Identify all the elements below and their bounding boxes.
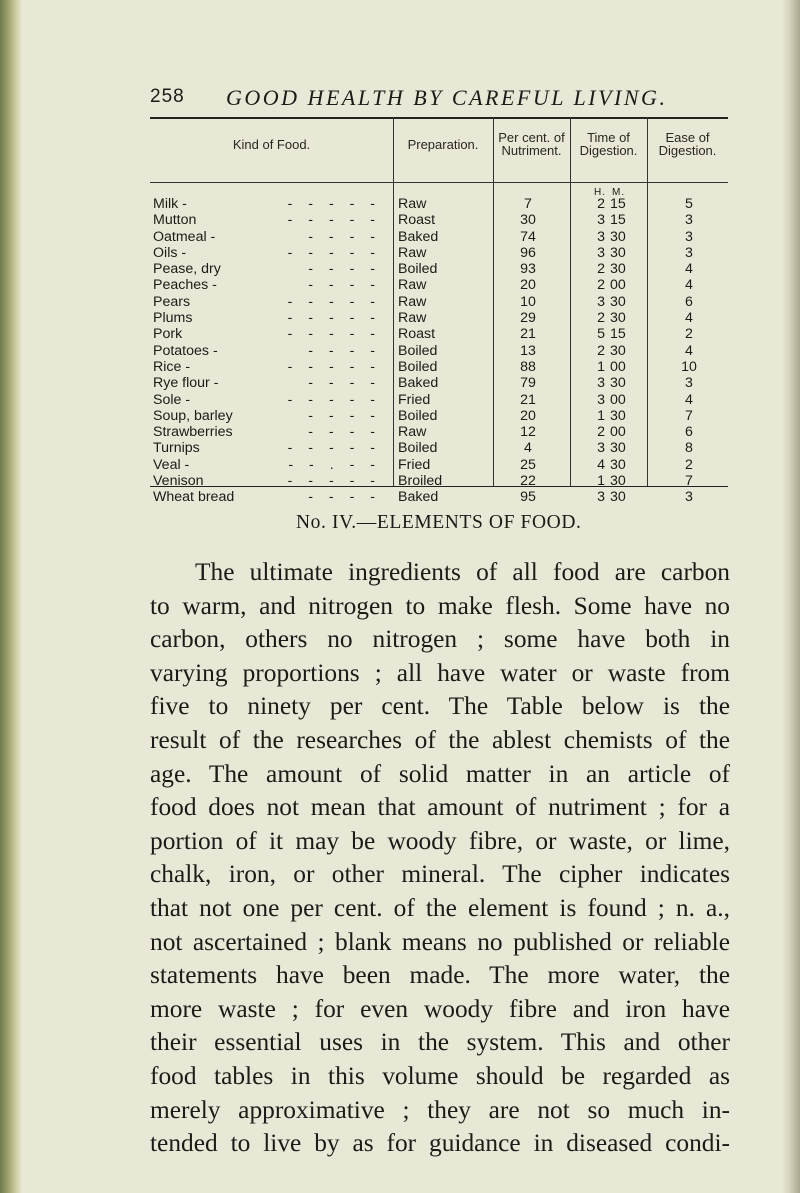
food-name-cell <box>153 326 385 342</box>
body-line: portion of it may be woody fibre, or waste, or lime, <box>150 826 730 855</box>
body-line: not ascertained ; blank means no published or reliable <box>150 927 730 956</box>
preparation-cell: Boiled <box>398 358 438 375</box>
digestion-hours-cell: 1 <box>597 473 605 490</box>
digestion-minutes-cell: 30 <box>610 293 626 310</box>
ease-of-digestion-cell: 3 <box>685 244 693 261</box>
table-top-rule <box>150 117 728 119</box>
preparation-cell: Raw <box>398 244 427 261</box>
food-name-label: Milk - <box>153 196 187 212</box>
ease-of-digestion-cell: 6 <box>685 293 693 310</box>
ease-of-digestion-cell: 6 <box>685 424 693 441</box>
nutriment-percent-cell: 13 <box>520 342 536 359</box>
nutriment-percent-cell: 29 <box>520 310 536 327</box>
ease-of-digestion-cell: 3 <box>685 489 693 506</box>
table-row <box>150 489 728 505</box>
header-preparation: Preparation. <box>407 137 479 152</box>
nutriment-percent-cell: 21 <box>520 326 536 343</box>
food-name-cell <box>153 245 385 261</box>
body-line: tended to live by as for guidance in diseased condi- <box>150 1129 730 1158</box>
table-row <box>150 310 728 326</box>
digestion-hours-cell: 3 <box>597 293 605 310</box>
digestion-minutes-cell: 00 <box>610 277 626 294</box>
food-name-cell <box>153 343 385 359</box>
leader-dots: - - - - <box>308 342 381 359</box>
table-bottom-rule <box>150 486 728 487</box>
body-line: that not one per cent. of the element is found ; n. a., <box>150 893 730 922</box>
food-name-label: Mutton <box>153 212 197 229</box>
preparation-cell: Raw <box>398 277 427 294</box>
nutriment-percent-cell: 12 <box>520 424 536 441</box>
food-name-cell <box>153 392 385 408</box>
ease-of-digestion-cell: 4 <box>685 261 693 278</box>
nutriment-percent-cell: 95 <box>520 489 536 506</box>
body-line: food tables in this volume should be regarded as <box>150 1061 730 1090</box>
food-name-cell <box>153 212 385 228</box>
food-name-cell <box>153 375 385 391</box>
ease-of-digestion-cell: 3 <box>685 375 693 392</box>
food-name-label: Plums <box>153 310 193 327</box>
running-head: GOOD HEALTH BY CAREFUL LIVING. <box>226 85 668 110</box>
preparation-cell: Baked <box>398 375 439 392</box>
nutriment-percent-cell: 10 <box>520 293 536 310</box>
digestion-hours-cell: 2 <box>597 196 605 212</box>
leader-dots: - - - - <box>308 228 381 245</box>
leader-dots: - - - - <box>308 424 381 441</box>
nutriment-percent-cell: 20 <box>520 277 536 294</box>
nutriment-percent-cell: 88 <box>520 358 536 375</box>
ease-of-digestion-cell: 4 <box>685 277 693 294</box>
hours-unit-label: H. <box>594 187 606 198</box>
leader-dots: - - - - - <box>287 391 381 408</box>
digestion-minutes-cell: 30 <box>610 310 626 327</box>
ease-of-digestion-cell: 7 <box>685 473 693 490</box>
table-row <box>150 261 728 277</box>
digestion-hours-cell: 2 <box>597 342 605 359</box>
digestion-minutes-cell: 00 <box>610 424 626 441</box>
header-percent <box>493 131 570 157</box>
body-line: more waste ; for even woody fibre and iron have <box>150 994 730 1023</box>
header-kind: Kind of Food. <box>232 137 311 152</box>
nutriment-percent-cell: 20 <box>520 407 536 424</box>
ease-of-digestion-cell: 4 <box>685 342 693 359</box>
leader-dots: - - - - - <box>287 293 381 310</box>
preparation-cell: Raw <box>398 196 427 212</box>
table-row <box>150 245 728 261</box>
preparation-cell: Boiled <box>398 342 438 359</box>
ease-of-digestion-cell: 4 <box>685 391 693 408</box>
leader-dots: - - - - <box>308 489 381 506</box>
ease-of-digestion-cell: 2 <box>685 326 693 343</box>
header-ease-line1: Ease of <box>665 130 710 145</box>
table-row <box>150 229 728 245</box>
page-number: 258 <box>150 86 185 107</box>
leader-dots: - - - - <box>308 277 381 294</box>
header-time-line2: Digestion. <box>579 143 638 158</box>
food-name-label: Venison <box>153 473 204 490</box>
preparation-cell: Broiled <box>398 473 443 490</box>
food-name-label: Rice - <box>153 358 191 375</box>
digestion-hours-cell: 3 <box>597 489 605 506</box>
nutriment-percent-cell: 79 <box>520 375 536 392</box>
body-line: food does not mean that amount of nutriment ; for a <box>150 793 730 822</box>
nutriment-percent-cell: 30 <box>520 212 536 229</box>
leader-dots: - - - - <box>308 375 381 392</box>
leader-dots: - - - - - <box>287 196 381 212</box>
digestion-minutes-cell: 15 <box>610 196 626 212</box>
nutriment-percent-cell: 74 <box>520 228 536 245</box>
ease-of-digestion-cell: 8 <box>685 440 693 457</box>
digestion-hours-cell: 3 <box>597 375 605 392</box>
digestion-hours-cell: 2 <box>597 261 605 278</box>
nutriment-percent-cell: 93 <box>520 261 536 278</box>
body-line: merely approximative ; they are not so much in- <box>150 1095 730 1124</box>
table-row <box>150 424 728 440</box>
food-name-cell <box>153 277 385 293</box>
food-name-label: Veal - <box>153 456 190 473</box>
digestion-minutes-cell: 15 <box>610 212 626 229</box>
food-name-cell <box>153 457 385 473</box>
preparation-cell: Boiled <box>398 261 438 278</box>
preparation-cell: Raw <box>398 424 427 441</box>
section-title: No. IV.—ELEMENTS OF FOOD. <box>296 512 582 533</box>
digestion-minutes-cell: 00 <box>610 391 626 408</box>
nutriment-percent-cell: 7 <box>524 196 532 212</box>
food-name-label: Turnips <box>153 440 200 457</box>
leader-dots: - - - - - <box>287 326 381 343</box>
body-line: age. The amount of solid matter in an article of <box>150 759 730 788</box>
digestion-minutes-cell: 30 <box>610 244 626 261</box>
digestion-minutes-cell: 30 <box>610 342 626 359</box>
header-percent-line1: Per cent. of <box>498 130 565 145</box>
page-header <box>150 86 740 116</box>
table-row <box>150 457 728 473</box>
table-row <box>150 277 728 293</box>
food-name-label: Oils - <box>153 244 187 261</box>
leader-dots: - - - - - <box>287 440 381 457</box>
food-name-label: Soup, barley <box>153 407 233 424</box>
header-ease <box>647 131 728 157</box>
leader-dots: - - - - - <box>287 244 381 261</box>
digestion-minutes-cell: 15 <box>610 326 626 343</box>
digestion-hours-cell: 3 <box>597 228 605 245</box>
food-name-label: Pears <box>153 293 191 310</box>
ease-of-digestion-cell: 3 <box>685 212 693 229</box>
preparation-cell: Fried <box>398 391 431 408</box>
food-name-label: Rye flour - <box>153 375 219 392</box>
digestion-hours-cell: 3 <box>597 440 605 457</box>
digestion-minutes-cell: 30 <box>610 261 626 278</box>
food-name-label: Pork <box>153 326 183 343</box>
digestion-minutes-cell: 30 <box>610 456 626 473</box>
food-name-label: Peaches - <box>153 277 217 294</box>
body-line: varying proportions ; all have water or waste from <box>150 658 730 687</box>
digestion-hours-cell: 3 <box>597 391 605 408</box>
preparation-cell: Fried <box>398 456 431 473</box>
body-line: five to ninety per cent. The Table below is the <box>150 692 730 721</box>
table-row <box>150 343 728 359</box>
food-name-cell <box>153 408 385 424</box>
nutriment-percent-cell: 21 <box>520 391 536 408</box>
ease-of-digestion-cell: 4 <box>685 310 693 327</box>
food-name-cell <box>153 440 385 456</box>
digestion-hours-cell: 2 <box>597 310 605 327</box>
preparation-cell: Raw <box>398 293 427 310</box>
nutriment-percent-cell: 4 <box>524 440 532 457</box>
digestion-hours-cell: 2 <box>597 424 605 441</box>
preparation-cell: Baked <box>398 489 439 506</box>
digestion-minutes-cell: 30 <box>610 375 626 392</box>
digestion-hours-cell: 1 <box>597 407 605 424</box>
digestion-hours-cell: 3 <box>597 244 605 261</box>
food-name-cell <box>153 424 385 440</box>
preparation-cell: Raw <box>398 310 427 327</box>
page-edge-shadow <box>782 0 800 1193</box>
digestion-minutes-cell: 30 <box>610 489 626 506</box>
digestion-minutes-cell: 30 <box>610 228 626 245</box>
food-name-cell <box>153 359 385 375</box>
digestion-minutes-cell: 30 <box>610 407 626 424</box>
food-name-label: Pease, dry <box>153 261 221 278</box>
nutriment-percent-cell: 22 <box>520 473 536 490</box>
header-time <box>570 131 647 157</box>
food-name-label: Oatmeal - <box>153 228 216 245</box>
preparation-cell: Baked <box>398 228 439 245</box>
header-rule <box>150 182 728 183</box>
food-name-label: Potatoes - <box>153 342 218 359</box>
leader-dots: - - - - - <box>287 212 381 229</box>
nutriment-percent-cell: 25 <box>520 456 536 473</box>
table-row <box>150 375 728 391</box>
ease-of-digestion-cell: 3 <box>685 228 693 245</box>
preparation-cell: Roast <box>398 212 436 229</box>
digestion-hours-cell: 2 <box>597 277 605 294</box>
ease-of-digestion-cell: 10 <box>681 358 697 375</box>
food-name-label: Sole - <box>153 391 191 408</box>
preparation-cell: Roast <box>398 326 436 343</box>
food-name-cell <box>153 261 385 277</box>
food-name-cell <box>153 196 385 212</box>
minutes-unit-label: M. <box>612 187 626 198</box>
table-row <box>150 196 728 212</box>
table-body <box>150 196 728 506</box>
body-line: chalk, iron, or other mineral. The cipher indicates <box>150 860 730 889</box>
nutriment-percent-cell: 96 <box>520 244 536 261</box>
header-ease-line2: Digestion. <box>658 143 717 158</box>
digestion-hours-cell: 5 <box>597 326 605 343</box>
leader-dots: - - - - - <box>287 310 381 327</box>
table-row <box>150 440 728 456</box>
ease-of-digestion-cell: 2 <box>685 456 693 473</box>
preparation-cell: Boiled <box>398 407 438 424</box>
table-row <box>150 294 728 310</box>
body-line: their essential uses in the system. This and other <box>150 1028 730 1057</box>
preparation-cell: Boiled <box>398 440 438 457</box>
digestion-hours-cell: 4 <box>597 456 605 473</box>
table-row <box>150 392 728 408</box>
leader-dots: - - - - - <box>287 473 381 490</box>
table-row <box>150 359 728 375</box>
body-paragraph <box>150 556 730 1161</box>
food-name-cell <box>153 310 385 326</box>
table-row <box>150 408 728 424</box>
food-name-cell <box>153 229 385 245</box>
digestion-minutes-cell: 30 <box>610 473 626 490</box>
leader-dots: - - - - <box>308 407 381 424</box>
food-name-label: Strawberries <box>153 424 233 441</box>
book-binding-edge <box>0 0 22 1193</box>
body-line: to warm, and nitrogen to make flesh. Some have no <box>150 591 730 620</box>
food-name-label: Wheat bread <box>153 489 235 506</box>
header-percent-line2: Nutriment. <box>501 143 562 158</box>
ease-of-digestion-cell: 7 <box>685 407 693 424</box>
digestion-hours-cell: 3 <box>597 212 605 229</box>
ease-of-digestion-cell: 5 <box>685 196 693 212</box>
food-name-cell <box>153 489 385 505</box>
body-line: result of the researches of the ablest chemists of the <box>150 725 730 754</box>
body-line: carbon, others no nitrogen ; some have both in <box>150 625 730 654</box>
leader-dots: - - . - - <box>288 456 381 473</box>
header-time-line1: Time of <box>587 130 630 145</box>
digestion-minutes-cell: 30 <box>610 440 626 457</box>
table-row <box>150 212 728 228</box>
body-line: The ultimate ingredients of all food are carbon <box>195 558 730 586</box>
digestion-hours-cell: 1 <box>597 358 605 375</box>
digestion-minutes-cell: 00 <box>610 358 626 375</box>
body-line: statements have been made. The more water, the <box>150 961 730 990</box>
table-row <box>150 326 728 342</box>
food-name-cell <box>153 294 385 310</box>
leader-dots: - - - - <box>308 261 381 278</box>
leader-dots: - - - - - <box>287 358 381 375</box>
